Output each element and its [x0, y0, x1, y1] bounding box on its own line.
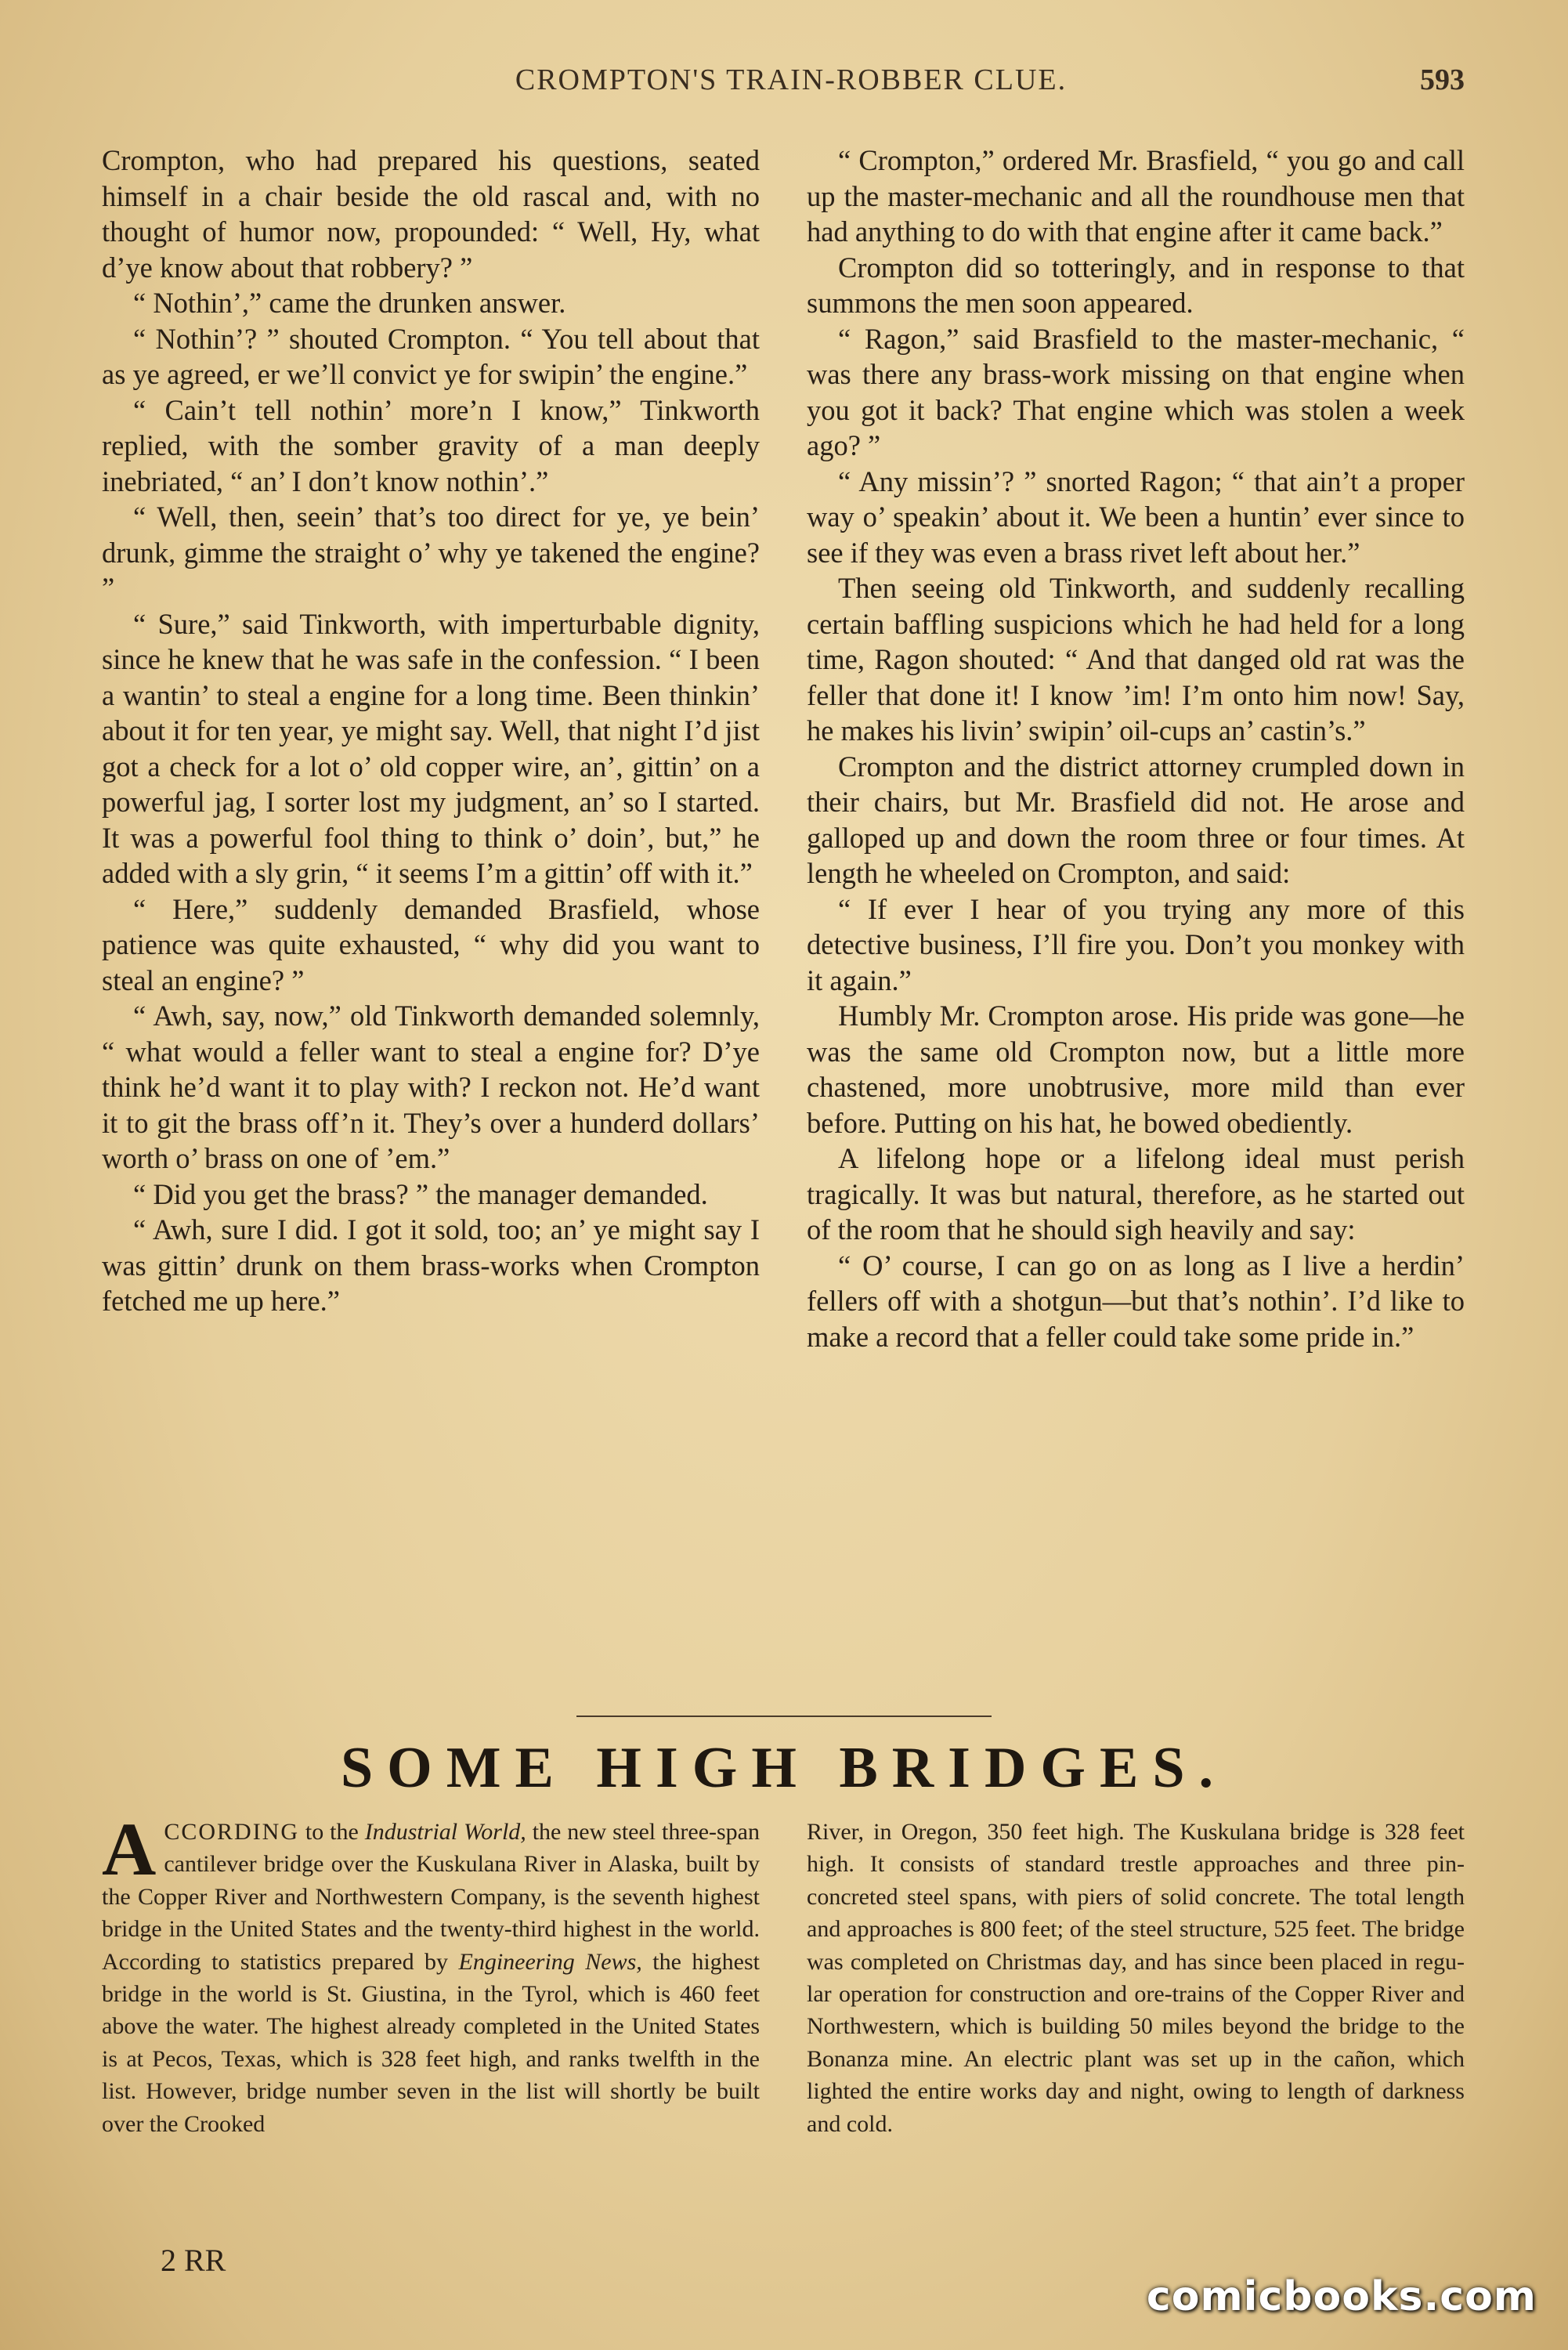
opening-word: CCORDING — [164, 1819, 300, 1845]
story-paragraph: “ Did you get the brass? ” the manager demanded. — [133, 1177, 708, 1210]
story-paragraph: “ If ever I hear of you trying any more of this detective business, I’ll fire you. Don’t you monkey with it again.” — [807, 892, 1465, 996]
story-paragraph: “ Sure,” said Tinkworth, with imperturbable dignity, since he knew that he was safe in the confession. “ I been a wantin’ to steal a engine for a long time. Been thinkin’ about it for ten year, ye might say. Well, that night I’d jist got a check for a lot o’ old copper wire, an’, gittin’ on a powerful jag, I sorter lost my judgment, an’ so I started. It was a powerful fool thing to think o’ doin’, but,” he added with a sly grin, “ it seems I’m a gittin’ off with it.” — [102, 607, 760, 889]
article-text: the new steel three-span cantilever bridge over the Kuskulana River in Alaska, built by the Copper River and Northwestern Company, is the seventh highest bridge in the United States and the twenty-third highest in the world. According to statistics prepared by — [102, 1819, 760, 1975]
running-head: CROMPTON'S TRAIN-ROBBER CLUE. — [515, 63, 1068, 96]
story-paragraph: “ Awh, sure I did. I got it sold, too; an’ ye might say I was gittin’ drunk on them brass-works when Crompton fetched me up here.” — [102, 1213, 760, 1317]
article-title: SOME HIGH BRIDGES. — [340, 1736, 1227, 1800]
printer-signature: 2 RR — [161, 2243, 226, 2278]
article-paragraph — [102, 1807, 761, 2140]
story-paragraph: “ Well, then, seein’ that’s too direct for ye, ye bein’ drunk, gimme the straight o’ why ye takened the engine? ” — [102, 501, 760, 604]
story-paragraph: “ Nothin’,” came the drunken answer. — [133, 287, 566, 319]
story-paragraph: “ Cain’t tell nothin’ more’n I know,” Tinkworth replied, with the somber gravity of a man deeply inebriated, “ an’ I don’t know nothin’.” — [102, 393, 760, 497]
story-paragraph: “ Ragon,” said Brasfield to the master-mechanic, “ was there any brass-work missing on that engine when you got it back? That engine which was stolen a week ago? ” — [807, 322, 1465, 461]
publication-name: Engineering News, — [458, 1948, 642, 1975]
story-paragraph: “ O’ course, I can go on as long as I live a herdin’ fellers off with a shotgun—but that’s nothin’. I’d like to make a record that a feller could take some pride in.” — [807, 1249, 1465, 1353]
story-paragraph: “ Here,” suddenly demanded Brasfield, whose patience was quite exhausted, “ why did you want to steal an engine? ” — [102, 892, 760, 996]
article-column-left — [102, 1807, 761, 2140]
story-paragraph: A lifelong hope or a lifelong ideal must perish tragically. It was but natural, therefore, as he started out of the room that he should sigh heavily and say: — [807, 1142, 1465, 1246]
article-paragraph: River, in Oregon, 350 feet high. The Kuskulana bridge is 328 feet high. It consists of standard trestle approaches and three pin-concreted steel spans, with piers of solid concrete. The total length and approaches is 800 feet; of the steel structure, 525 feet. The bridge was completed on Christmas day, and has since been placed in regular operation for construction and ore-trains of the Copper River and Northwestern, which is building 50 miles beyond the bridge to the Bonanza mine. An electric plant was set up in the cañon, which lighted the entire works day and night, owing to length of darkness and cold. — [807, 1819, 1465, 2137]
article-column-right — [807, 1816, 1465, 2140]
article-text: the highest bridge in the world is St. Giustina, in the Tyrol, which is 460 feet above the water. The highest already completed in the United States is at Pecos, Texas, which is 328 feet high, and ranks twelfth in the list. However, bridge number seven in the list will shortly be built over the Crooked — [102, 1948, 761, 2137]
story-paragraph: “ Crompton,” ordered Mr. Brasfield, “ you go and call up the master-mechanic and all the roundhouse men that had anything to do with that engine after it came back.” — [807, 144, 1465, 248]
page-number: 593 — [1420, 63, 1465, 96]
story-paragraph: “ Nothin’? ” shouted Crompton. “ You tell about that as ye agreed, er we’ll convict ye for swipin’ the engine.” — [102, 322, 760, 390]
drop-cap: A — [102, 1807, 157, 1891]
article-text: to the — [299, 1819, 365, 1845]
section-divider — [576, 1716, 992, 1717]
story-column-right — [807, 143, 1465, 1354]
story-paragraph: Crompton and the district attorney crumpled down in their chairs, but Mr. Brasfield did not. He arose and galloped up and down the room three or four times. At length he wheeled on Crompton, and said: — [807, 750, 1465, 889]
story-paragraph: “ Awh, say, now,” old Tinkworth demanded solemnly, “ what would a feller want to steal a engine for? D’ye think he’d want it to play with? I reckon not. He’d want it to git the brass off’n it. They’s over a hunderd dollars’ worth o’ brass on one of ’em.” — [102, 1000, 760, 1174]
publication-name: Industrial World, — [364, 1819, 526, 1845]
story-paragraph: Humbly Mr. Crompton arose. His pride was gone—he was the same old Crompton now, but a little more chastened, more unobtrusive, more mild than ever before. Putting on his hat, he bowed obediently. — [807, 1000, 1465, 1139]
story-paragraph: “ Any missin’? ” snorted Ragon; “ that ain’t a proper way o’ speakin’ about it. We been a huntin’ ever since to see if they was even a brass rivet left about her.” — [807, 465, 1465, 569]
watermark: comicbooks.com — [1146, 2273, 1537, 2320]
story-paragraph: Crompton, who had prepared his questions, seated himself in a chair beside the old rascal and, with no thought of humor now, propounded: “ Well, Hy, what d’ye know about that robbery? ” — [102, 144, 760, 284]
story-paragraph: Then seeing old Tinkworth, and suddenly recalling certain baffling suspicions which he had held for a long time, Ragon shouted: “ And that danged old rat was the feller that done it! I know ’im! I’m onto him now! Say, he makes his livin’ swipin’ oil-cups an’ castin’s.” — [807, 572, 1465, 747]
story-column-left — [102, 143, 760, 1319]
story-paragraph: Crompton did so totteringly, and in response to that summons the men soon appeared. — [807, 251, 1465, 319]
